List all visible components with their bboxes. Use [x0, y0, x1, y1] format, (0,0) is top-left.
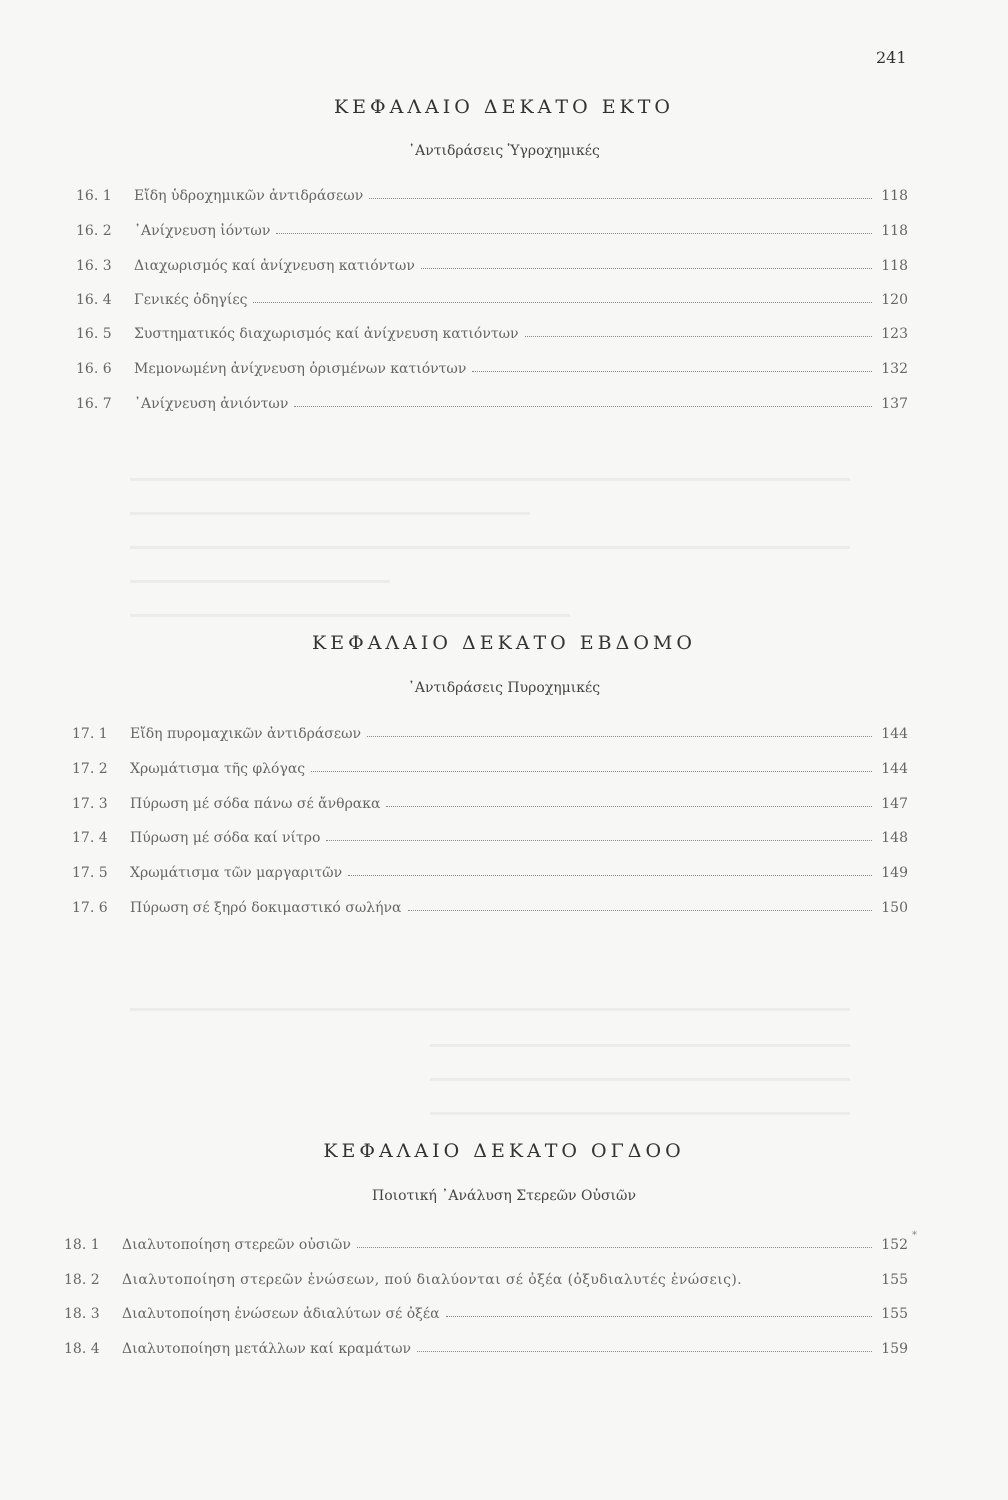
toc-entry[interactable]	[76, 288, 908, 308]
bleed-through-line	[130, 1008, 850, 1011]
dot-leader	[311, 771, 872, 772]
entry-title: Πύρωση μέ σόδα καί νίτρο	[130, 830, 321, 846]
entry-title: Χρωμάτισμα τῆς φλόγας	[130, 761, 306, 777]
dot-leader	[446, 1316, 872, 1317]
entry-number: 18. 4	[64, 1341, 100, 1357]
entry-title: Διαλυτοποίηση στερεῶν οὐσιῶν	[122, 1237, 351, 1253]
entry-title: ᾿Ανίχνευση ἀνιόντων	[134, 396, 289, 412]
entry-number: 17. 5	[72, 865, 108, 881]
entry-number: 16. 4	[76, 292, 112, 308]
dot-leader	[369, 198, 872, 199]
entry-title: Διαλυτοποίηση μετάλλων καί κραμάτων	[122, 1341, 411, 1357]
dot-leader	[421, 268, 872, 269]
toc-entry[interactable]	[76, 254, 908, 274]
entry-number: 18. 1	[64, 1237, 100, 1253]
entry-page: 149	[881, 865, 908, 881]
entry-page: 118	[881, 223, 908, 239]
toc-entry[interactable]	[72, 896, 908, 916]
entry-number: 16. 2	[76, 223, 112, 239]
bleed-through-line	[130, 614, 570, 617]
entry-number: 17. 2	[72, 761, 108, 777]
chapter-17-title: ΚΕΦΑΛΑΙΟ ΔΕΚΑΤΟ ΕΒΔΟΜΟ	[312, 632, 696, 654]
entry-number: 17. 1	[72, 726, 108, 742]
page-number: 241	[876, 48, 907, 67]
toc-entry[interactable]	[76, 322, 908, 342]
entry-title: Διαχωρισμός καί ἀνίχνευση κατιόντων	[134, 258, 415, 274]
toc-entry[interactable]	[64, 1302, 908, 1322]
entry-page: 123	[881, 326, 908, 342]
dot-leader	[472, 371, 872, 372]
entry-page: 159	[881, 1341, 908, 1357]
bleed-through-line	[430, 1112, 850, 1115]
entry-title: Χρωμάτισμα τῶν μαργαριτῶν	[130, 865, 343, 881]
entry-number: 18. 2	[64, 1272, 100, 1288]
entry-page: 147	[881, 796, 908, 812]
entry-page: 120	[881, 292, 908, 308]
toc-entry[interactable]	[72, 792, 908, 812]
bleed-through-line	[430, 1078, 850, 1081]
dot-leader	[253, 302, 872, 303]
entry-page: 155	[881, 1306, 908, 1322]
entry-page: 118	[881, 258, 908, 274]
bleed-through-line	[130, 478, 850, 481]
chapter-16-title: ΚΕΦΑΛΑΙΟ ΔΕΚΑΤΟ ΕΚΤΟ	[333, 96, 675, 118]
entry-page: 144	[881, 761, 908, 777]
toc-entry[interactable]	[76, 392, 908, 412]
chapter-18-subtitle: Ποιοτική ᾿Ανάλυση Στερεῶν Οὐσιῶν	[372, 1188, 636, 1204]
entry-title: ᾿Ανίχνευση ἰόντων	[134, 223, 271, 239]
entry-number: 16. 7	[76, 396, 112, 412]
entry-title: Συστηματικός διαχωρισμός καί ἀνίχνευση κατιόντων	[134, 326, 519, 342]
entry-title: Πύρωση μέ σόδα πάνω σέ ἄνθρακα	[130, 796, 381, 812]
toc-entry[interactable]	[64, 1268, 908, 1288]
entry-page: 137	[881, 396, 908, 412]
toc-entry[interactable]	[72, 861, 908, 881]
entry-number: 16. 1	[76, 188, 112, 204]
entry-title: Διαλυτοποίηση ἑνώσεων ἀδιαλύτων σέ ὀξέα	[122, 1306, 440, 1322]
toc-entry[interactable]	[72, 757, 908, 777]
dot-leader	[348, 875, 872, 876]
bleed-through-line	[430, 1044, 850, 1047]
chapter-17-subtitle: ᾿Αντιδράσεις Πυροχημικές	[407, 680, 601, 696]
bleed-through-line	[130, 546, 850, 549]
dot-leader	[417, 1351, 872, 1352]
entry-page: 152	[881, 1237, 908, 1253]
toc-entry[interactable]	[76, 184, 908, 204]
entry-number: 17. 6	[72, 900, 108, 916]
entry-page: 150	[881, 900, 908, 916]
entry-page: 132	[881, 361, 908, 377]
dot-leader	[294, 406, 872, 407]
dot-leader	[525, 336, 872, 337]
entry-title: Διαλυτοποίηση στερεῶν ἑνώσεων, πού διαλύονται σέ ὀξέα (ὀξυδιαλυτές ἑνώσεις).	[122, 1272, 743, 1288]
entry-title: Γενικές ὁδηγίες	[134, 292, 248, 308]
toc-entry[interactable]	[72, 722, 908, 742]
dot-leader	[357, 1247, 872, 1248]
toc-entry[interactable]	[76, 219, 908, 239]
entry-number: 17. 3	[72, 796, 108, 812]
bleed-through-line	[130, 512, 530, 515]
margin-mark: *	[912, 1230, 917, 1241]
entry-page: 148	[881, 830, 908, 846]
entry-page: 144	[881, 726, 908, 742]
dot-leader	[386, 806, 872, 807]
chapter-16-subtitle: ᾿Αντιδράσεις Ὑγροχημικές	[408, 143, 600, 159]
entry-title: Μεμονωμένη ἀνίχνευση ὁρισμένων κατιόντων	[134, 361, 467, 377]
dot-leader	[408, 910, 873, 911]
toc-entry[interactable]	[76, 357, 908, 377]
entry-number: 16. 3	[76, 258, 112, 274]
entry-number: 16. 6	[76, 361, 112, 377]
dot-leader	[276, 233, 872, 234]
toc-entry[interactable]	[64, 1233, 908, 1253]
chapter-18-title: ΚΕΦΑΛΑΙΟ ΔΕΚΑΤΟ ΟΓΔΟΟ	[323, 1140, 685, 1162]
entry-title: Εἴδη πυρομαχικῶν ἀντιδράσεων	[130, 726, 362, 742]
entry-page: 118	[881, 188, 908, 204]
bleed-through-line	[130, 580, 390, 583]
entry-title: Εἴδη ὑδροχημικῶν ἀντιδράσεων	[134, 188, 364, 204]
entry-number: 18. 3	[64, 1306, 100, 1322]
entry-page: 155	[881, 1272, 908, 1288]
entry-number: 17. 4	[72, 830, 108, 846]
toc-entry[interactable]	[64, 1337, 908, 1357]
dot-leader	[326, 840, 872, 841]
dot-leader	[367, 736, 872, 737]
toc-entry[interactable]	[72, 826, 908, 846]
entry-number: 16. 5	[76, 326, 112, 342]
entry-title: Πύρωση σέ ξηρό δοκιμαστικό σωλήνα	[130, 900, 402, 916]
